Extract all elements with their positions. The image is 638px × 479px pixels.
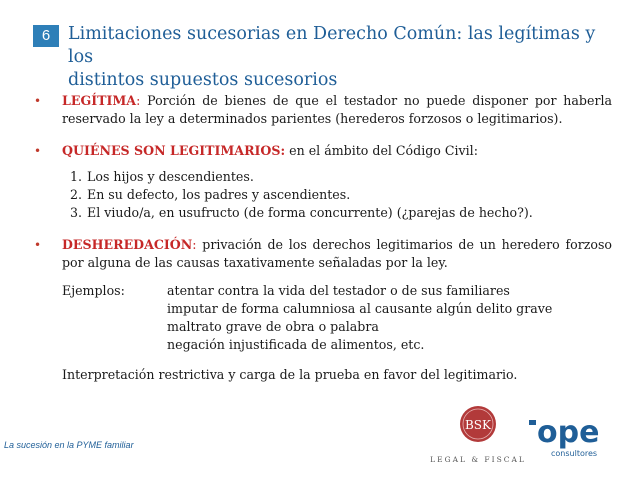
example-item: atentar contra la vida del testador o de sus familiares: [167, 283, 510, 298]
slide-title: [68, 23, 623, 92]
list-item: 3. El viudo/a, en usufructo (de forma concurrente) (¿parejas de hecho?).: [70, 205, 533, 220]
footer-caption: La sucesión en la PYME familiar: [4, 440, 134, 450]
bullet-legitima: [32, 92, 612, 128]
ope-logo: [527, 406, 607, 462]
term-legitimarios: QUIÉNES SON LEGITIMARIOS:: [62, 143, 286, 158]
separator: :: [192, 237, 197, 252]
text-legitimarios: en el ámbito del Código Civil:: [285, 143, 478, 158]
closing-note: Interpretación restrictiva y carga de la prueba en favor del legitimario.: [62, 367, 518, 382]
examples-label: Ejemplos:: [62, 283, 125, 298]
title-line-2: distintos supuestos sucesorios: [68, 70, 338, 90]
definition-legitima: Porción de bienes de que el testador no puede disponer por haberla reservado la ley a determinados parientes (herederos forzosos o legitimarios).: [62, 93, 612, 126]
slide-content: [32, 92, 612, 384]
example-item: maltrato grave de obra o palabra: [167, 319, 379, 334]
svg-text:ope: ope: [537, 415, 600, 450]
example-item: imputar de forma calumniosa al causante algún delito grave: [167, 301, 553, 316]
term-legitima: LEGÍTIMA: [62, 93, 137, 108]
list-item: 2. En su defecto, los padres y ascendientes.: [70, 187, 351, 202]
svg-text:BSK: BSK: [464, 418, 492, 432]
bullet-dot: •: [34, 94, 42, 108]
examples-block: [32, 282, 612, 384]
list-item: 1. Los hijos y descendientes.: [70, 169, 254, 184]
example-item: negación injustificada de alimentos, etc.: [167, 337, 425, 352]
examples-list: [167, 282, 612, 354]
title-line-1: Limitaciones sucesorias en Derecho Común: las legítimas y los: [68, 24, 596, 67]
bullet-desheredacion: [32, 236, 612, 272]
section-number-badge: 6: [33, 25, 59, 47]
term-desheredacion: DESHEREDACIÓN: [62, 237, 193, 252]
bsk-logo: [430, 402, 526, 470]
bullet-dot: •: [34, 144, 42, 158]
svg-text:LEGAL & FISCAL: LEGAL & FISCAL: [430, 455, 526, 464]
slide-header: [33, 23, 623, 92]
bullet-legitimarios: [32, 142, 612, 160]
bullet-dot: •: [34, 238, 42, 252]
svg-text:consultores: consultores: [551, 449, 598, 458]
separator: :: [136, 93, 141, 108]
definition-desheredacion: privación de los derechos legitimarios de un heredero forzoso por alguna de las causas taxativamente señaladas por la ley.: [62, 237, 612, 270]
legitimarios-list: [70, 168, 612, 222]
